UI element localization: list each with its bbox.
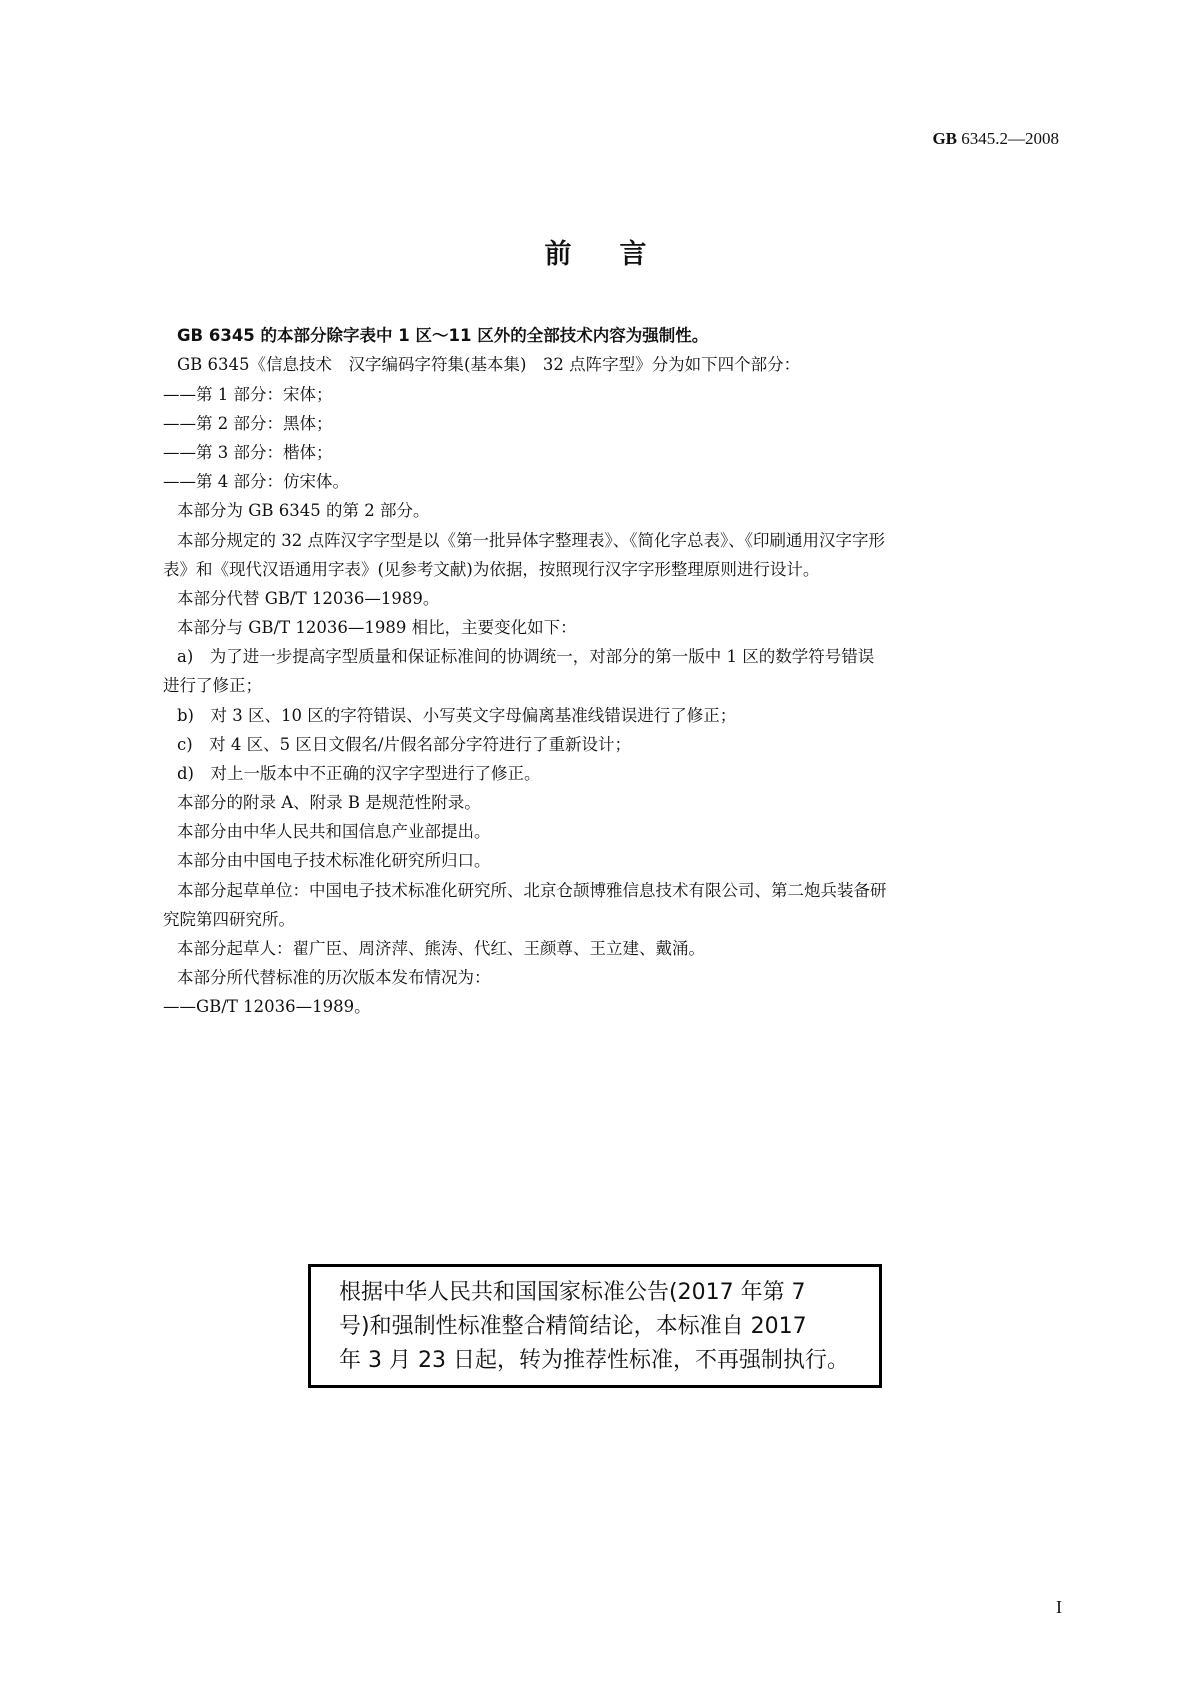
paragraph-changes-intro: 本部分与 GB/T 12036—1989 相比，主要变化如下： <box>177 618 577 637</box>
paragraph-proposed-by: 本部分由中华人民共和国信息产业部提出。 <box>177 822 491 841</box>
mandatory-statement: GB 6345 的本部分除字表中 1 区～11 区外的全部技术内容为强制性。 <box>177 326 709 345</box>
part-list-item-1: ——第 1 部分：宋体； <box>163 385 333 404</box>
paragraph-history-intro: 本部分所代替标准的历次版本发布情况为： <box>177 968 491 987</box>
paragraph-drafters: 本部分起草人：翟广臣、周济萍、熊涛、代红、王颜尊、王立建、戴涌。 <box>177 939 705 958</box>
part-list-item-3: ——第 3 部分：楷体； <box>163 443 333 462</box>
paragraph-annexes: 本部分的附录 A、附录 B 是规范性附录。 <box>177 793 481 812</box>
status-notice-box <box>308 1264 882 1388</box>
paragraph-replaces: 本部分代替 GB/T 12036—1989。 <box>177 589 440 608</box>
change-item-d: d) 对上一版本中不正确的汉字字型进行了修正。 <box>177 764 541 783</box>
change-item-a-line2: 进行了修正； <box>163 676 262 695</box>
document-code <box>932 129 1059 149</box>
paragraph-centralized-by: 本部分由中国电子技术标准化研究所归口。 <box>177 851 491 870</box>
document-code-number: 6345.2—2008 <box>961 129 1059 148</box>
paragraph-parts-intro: GB 6345《信息技术 汉字编码字符集(基本集) 32 点阵字型》分为如下四个部分： <box>177 355 801 374</box>
paragraph-basis-line2: 表》和《现代汉语通用字表》(见参考文献)为依据，按照现行汉字字形整理原则进行设计。 <box>163 560 820 579</box>
notice-line-2: 号)和强制性标准整合精简结论，本标准自 2017 <box>339 1314 807 1339</box>
document-code-prefix: GB <box>932 129 957 148</box>
change-item-b: b) 对 3 区、10 区的字符错误、小写英文字母偏离基准线错误进行了修正； <box>177 706 737 725</box>
paragraph-drafting-units-line2: 究院第四研究所。 <box>163 910 295 929</box>
paragraph-basis-line1: 本部分规定的 32 点阵汉字字型是以《第一批异体字整理表》、《简化字总表》、《印刷通用汉字字形 <box>177 531 885 550</box>
page-title: 前言 <box>544 239 695 270</box>
page-number: I <box>1056 1597 1062 1617</box>
change-item-c: c) 对 4 区、5 区日文假名/片假名部分字符进行了重新设计； <box>177 735 631 754</box>
notice-line-1: 根据中华人民共和国国家标准公告(2017 年第 7 <box>339 1280 806 1305</box>
change-item-a-line1: a) 为了进一步提高字型质量和保证标准间的协调统一，对部分的第一版中 1 区的数学符号错误 <box>177 647 875 666</box>
history-item: ——GB/T 12036—1989。 <box>163 997 371 1016</box>
part-list-item-2: ——第 2 部分：黑体； <box>163 414 333 433</box>
notice-line-3: 年 3 月 23 日起，转为推荐性标准，不再强制执行。 <box>339 1348 849 1373</box>
paragraph-drafting-units-line1: 本部分起草单位：中国电子技术标准化研究所、北京仓颉博雅信息技术有限公司、第二炮兵装备研 <box>177 881 887 900</box>
paragraph-part-number: 本部分为 GB 6345 的第 2 部分。 <box>177 501 430 520</box>
part-list-item-4: ——第 4 部分：仿宋体。 <box>163 472 349 491</box>
